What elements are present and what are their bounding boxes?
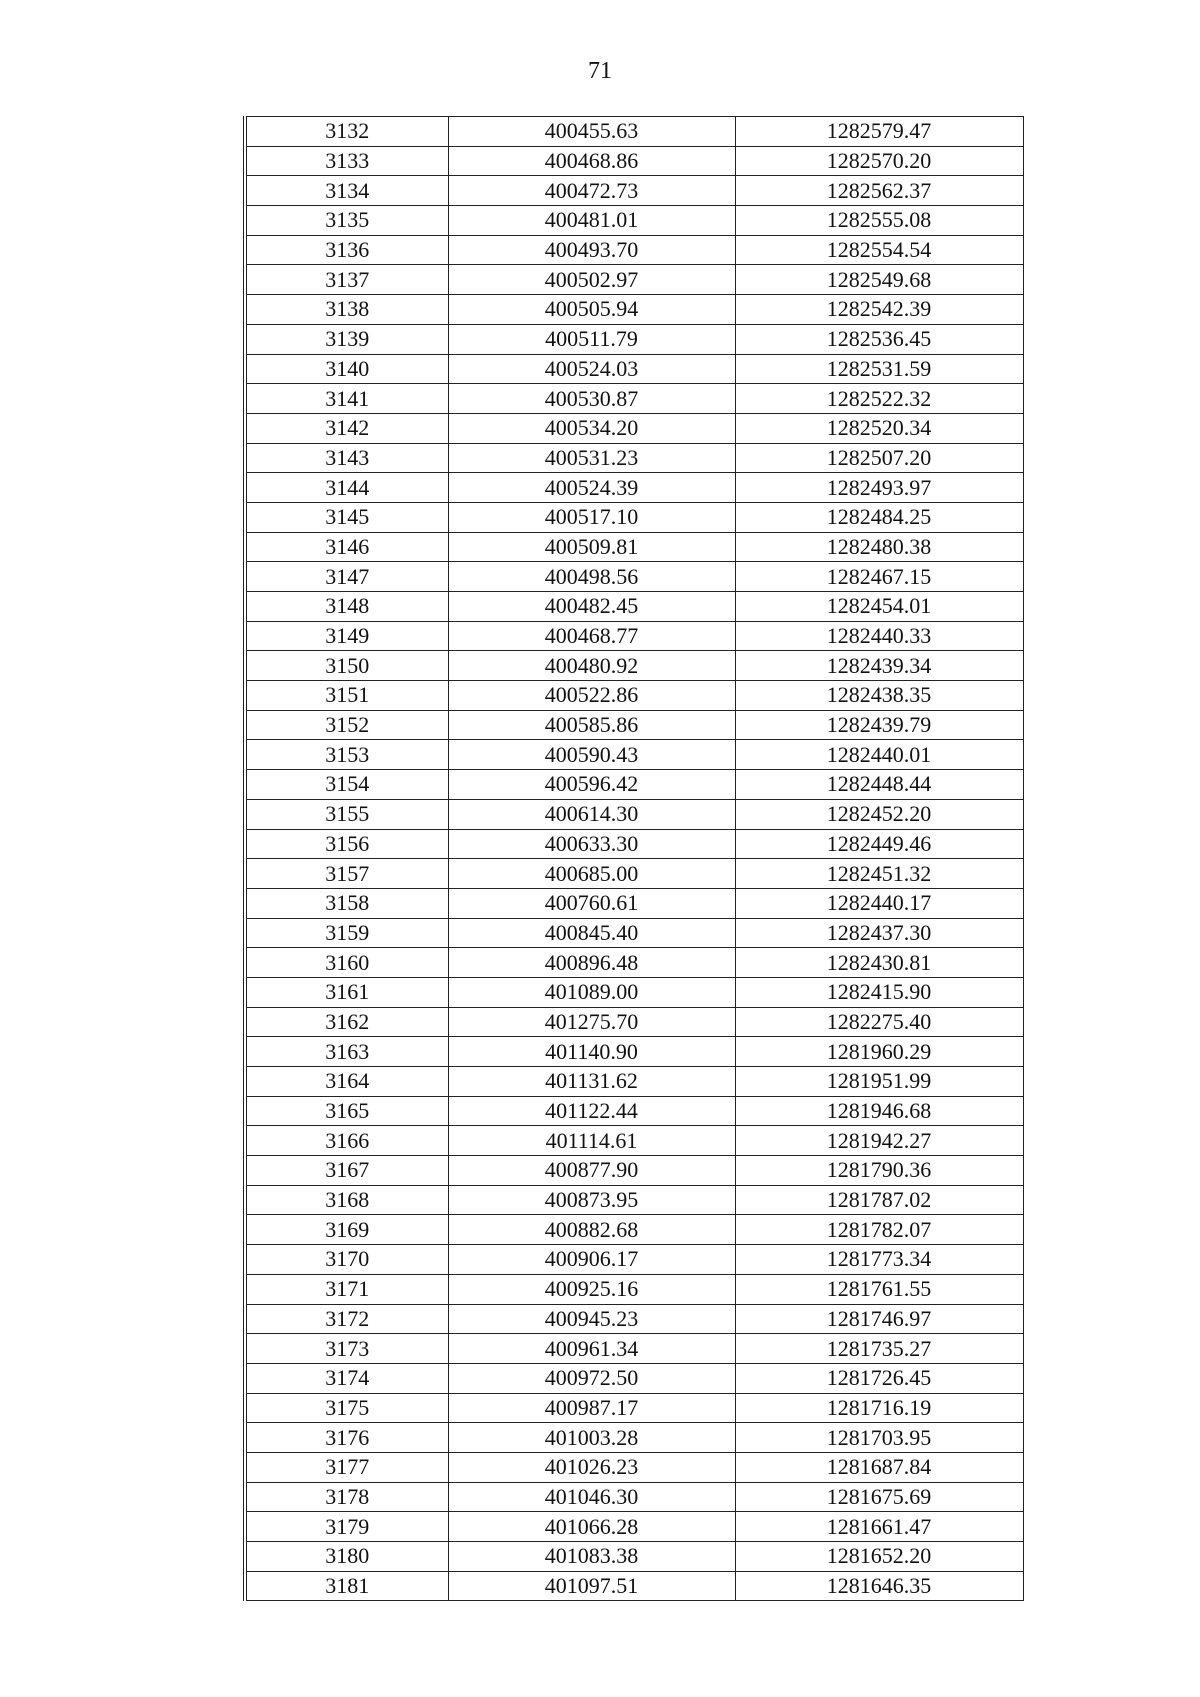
x-coordinate-cell: 400845.40: [448, 918, 735, 948]
point-number-cell: 3138: [247, 295, 448, 325]
y-coordinate-cell: 1282570.20: [735, 146, 1023, 176]
point-number-cell: 3170: [247, 1245, 448, 1275]
y-coordinate-cell: 1281790.36: [735, 1156, 1023, 1186]
y-coordinate-cell: 1282430.81: [735, 948, 1023, 978]
x-coordinate-cell: 400481.01: [448, 206, 735, 236]
x-coordinate-cell: 400882.68: [448, 1215, 735, 1245]
x-coordinate-cell: 400455.63: [448, 117, 735, 147]
table-row: [247, 710, 1023, 740]
x-coordinate-cell: 401140.90: [448, 1037, 735, 1067]
y-coordinate-cell: 1282484.25: [735, 502, 1023, 532]
y-coordinate-cell: 1281675.69: [735, 1482, 1023, 1512]
y-coordinate-cell: 1281761.55: [735, 1274, 1023, 1304]
point-number-cell: 3178: [247, 1482, 448, 1512]
table-row: [247, 384, 1023, 414]
table-row: [247, 592, 1023, 622]
point-number-cell: 3172: [247, 1304, 448, 1334]
table-row: [247, 799, 1023, 829]
point-number-cell: 3139: [247, 324, 448, 354]
y-coordinate-cell: 1282415.90: [735, 977, 1023, 1007]
table-row: [247, 1423, 1023, 1453]
table-row: [247, 770, 1023, 800]
y-coordinate-cell: 1281946.68: [735, 1096, 1023, 1126]
y-coordinate-cell: 1282451.32: [735, 859, 1023, 889]
x-coordinate-cell: 400972.50: [448, 1363, 735, 1393]
x-coordinate-cell: 400961.34: [448, 1334, 735, 1364]
x-coordinate-cell: 400468.77: [448, 621, 735, 651]
x-coordinate-cell: 401066.28: [448, 1512, 735, 1542]
point-number-cell: 3161: [247, 977, 448, 1007]
point-number-cell: 3154: [247, 770, 448, 800]
table-row: [247, 206, 1023, 236]
point-number-cell: 3164: [247, 1067, 448, 1097]
table-row: [247, 859, 1023, 889]
table-row: [247, 324, 1023, 354]
table-row: [247, 1334, 1023, 1364]
y-coordinate-cell: 1282467.15: [735, 562, 1023, 592]
x-coordinate-cell: 400585.86: [448, 710, 735, 740]
y-coordinate-cell: 1282555.08: [735, 206, 1023, 236]
point-number-cell: 3137: [247, 265, 448, 295]
table-row: [247, 1363, 1023, 1393]
x-coordinate-cell: 400987.17: [448, 1393, 735, 1423]
x-coordinate-cell: 401114.61: [448, 1126, 735, 1156]
y-coordinate-cell: 1282493.97: [735, 473, 1023, 503]
y-coordinate-cell: 1282437.30: [735, 918, 1023, 948]
y-coordinate-cell: 1282452.20: [735, 799, 1023, 829]
x-coordinate-cell: 400534.20: [448, 413, 735, 443]
x-coordinate-cell: 400760.61: [448, 888, 735, 918]
point-number-cell: 3163: [247, 1037, 448, 1067]
x-coordinate-cell: 400896.48: [448, 948, 735, 978]
x-coordinate-cell: 401026.23: [448, 1452, 735, 1482]
point-number-cell: 3133: [247, 146, 448, 176]
point-number-cell: 3148: [247, 592, 448, 622]
x-coordinate-cell: 400482.45: [448, 592, 735, 622]
x-coordinate-cell: 400877.90: [448, 1156, 735, 1186]
y-coordinate-cell: 1282440.01: [735, 740, 1023, 770]
point-number-cell: 3144: [247, 473, 448, 503]
point-number-cell: 3147: [247, 562, 448, 592]
point-number-cell: 3166: [247, 1126, 448, 1156]
y-coordinate-cell: 1281782.07: [735, 1215, 1023, 1245]
x-coordinate-cell: 401122.44: [448, 1096, 735, 1126]
point-number-cell: 3140: [247, 354, 448, 384]
table-row: [247, 265, 1023, 295]
y-coordinate-cell: 1281726.45: [735, 1363, 1023, 1393]
x-coordinate-cell: 401089.00: [448, 977, 735, 1007]
table-row: [247, 117, 1023, 147]
x-coordinate-cell: 400468.86: [448, 146, 735, 176]
point-number-cell: 3142: [247, 413, 448, 443]
table-row: [247, 1185, 1023, 1215]
table-row: [247, 1037, 1023, 1067]
table-row: [247, 977, 1023, 1007]
point-number-cell: 3159: [247, 918, 448, 948]
x-coordinate-cell: 400945.23: [448, 1304, 735, 1334]
point-number-cell: 3180: [247, 1542, 448, 1572]
table-row: [247, 1067, 1023, 1097]
x-coordinate-cell: 400517.10: [448, 502, 735, 532]
point-number-cell: 3173: [247, 1334, 448, 1364]
x-coordinate-cell: 401131.62: [448, 1067, 735, 1097]
point-number-cell: 3146: [247, 532, 448, 562]
x-coordinate-cell: 401046.30: [448, 1482, 735, 1512]
x-coordinate-cell: 400509.81: [448, 532, 735, 562]
y-coordinate-cell: 1281687.84: [735, 1452, 1023, 1482]
x-coordinate-cell: 400925.16: [448, 1274, 735, 1304]
y-coordinate-cell: 1281652.20: [735, 1542, 1023, 1572]
point-number-cell: 3151: [247, 681, 448, 711]
table-row: [247, 473, 1023, 503]
y-coordinate-cell: 1282549.68: [735, 265, 1023, 295]
table-row: [247, 948, 1023, 978]
point-number-cell: 3141: [247, 384, 448, 414]
x-coordinate-cell: 400524.03: [448, 354, 735, 384]
point-number-cell: 3171: [247, 1274, 448, 1304]
y-coordinate-cell: 1281787.02: [735, 1185, 1023, 1215]
y-coordinate-cell: 1282507.20: [735, 443, 1023, 473]
x-coordinate-cell: 400596.42: [448, 770, 735, 800]
y-coordinate-cell: 1282536.45: [735, 324, 1023, 354]
point-number-cell: 3155: [247, 799, 448, 829]
point-number-cell: 3175: [247, 1393, 448, 1423]
point-number-cell: 3168: [247, 1185, 448, 1215]
x-coordinate-cell: 401275.70: [448, 1007, 735, 1037]
table-row: [247, 1571, 1023, 1601]
y-coordinate-cell: 1282562.37: [735, 176, 1023, 206]
coordinates-table: [247, 116, 1024, 1601]
point-number-cell: 3176: [247, 1423, 448, 1453]
table-row: [247, 562, 1023, 592]
y-coordinate-cell: 1281661.47: [735, 1512, 1023, 1542]
y-coordinate-cell: 1281960.29: [735, 1037, 1023, 1067]
y-coordinate-cell: 1282454.01: [735, 592, 1023, 622]
table-row: [247, 146, 1023, 176]
y-coordinate-cell: 1282440.17: [735, 888, 1023, 918]
point-number-cell: 3136: [247, 235, 448, 265]
point-number-cell: 3132: [247, 117, 448, 147]
table-row: [247, 651, 1023, 681]
x-coordinate-cell: 400472.73: [448, 176, 735, 206]
x-coordinate-cell: 401083.38: [448, 1542, 735, 1572]
point-number-cell: 3152: [247, 710, 448, 740]
y-coordinate-cell: 1282439.34: [735, 651, 1023, 681]
table-row: [247, 1393, 1023, 1423]
x-coordinate-cell: 400614.30: [448, 799, 735, 829]
table-row: [247, 443, 1023, 473]
table-row: [247, 888, 1023, 918]
table-row: [247, 681, 1023, 711]
y-coordinate-cell: 1282438.35: [735, 681, 1023, 711]
y-coordinate-cell: 1281951.99: [735, 1067, 1023, 1097]
table-row: [247, 829, 1023, 859]
y-coordinate-cell: 1282275.40: [735, 1007, 1023, 1037]
table-row: [247, 1452, 1023, 1482]
point-number-cell: 3158: [247, 888, 448, 918]
table-row: [247, 1274, 1023, 1304]
table-row: [247, 532, 1023, 562]
y-coordinate-cell: 1281942.27: [735, 1126, 1023, 1156]
x-coordinate-cell: 400505.94: [448, 295, 735, 325]
point-number-cell: 3157: [247, 859, 448, 889]
point-number-cell: 3149: [247, 621, 448, 651]
y-coordinate-cell: 1282449.46: [735, 829, 1023, 859]
table-row: [247, 176, 1023, 206]
x-coordinate-cell: 400906.17: [448, 1245, 735, 1275]
table-row: [247, 740, 1023, 770]
point-number-cell: 3150: [247, 651, 448, 681]
x-coordinate-cell: 401003.28: [448, 1423, 735, 1453]
x-coordinate-cell: 400530.87: [448, 384, 735, 414]
y-coordinate-cell: 1282440.33: [735, 621, 1023, 651]
y-coordinate-cell: 1281773.34: [735, 1245, 1023, 1275]
point-number-cell: 3156: [247, 829, 448, 859]
y-coordinate-cell: 1281646.35: [735, 1571, 1023, 1601]
point-number-cell: 3177: [247, 1452, 448, 1482]
y-coordinate-cell: 1281735.27: [735, 1334, 1023, 1364]
table-row: [247, 235, 1023, 265]
table-row: [247, 1156, 1023, 1186]
coordinates-table-container: [243, 116, 1027, 1601]
y-coordinate-cell: 1282439.79: [735, 710, 1023, 740]
y-coordinate-cell: 1281716.19: [735, 1393, 1023, 1423]
x-coordinate-cell: 400522.86: [448, 681, 735, 711]
point-number-cell: 3179: [247, 1512, 448, 1542]
x-coordinate-cell: 400493.70: [448, 235, 735, 265]
table-row: [247, 1304, 1023, 1334]
x-coordinate-cell: 400531.23: [448, 443, 735, 473]
table-row: [247, 1126, 1023, 1156]
point-number-cell: 3181: [247, 1571, 448, 1601]
point-number-cell: 3167: [247, 1156, 448, 1186]
x-coordinate-cell: 400524.39: [448, 473, 735, 503]
x-coordinate-cell: 400502.97: [448, 265, 735, 295]
table-row: [247, 413, 1023, 443]
point-number-cell: 3153: [247, 740, 448, 770]
table-row: [247, 1482, 1023, 1512]
point-number-cell: 3134: [247, 176, 448, 206]
y-coordinate-cell: 1282480.38: [735, 532, 1023, 562]
table-row: [247, 1512, 1023, 1542]
y-coordinate-cell: 1282579.47: [735, 117, 1023, 147]
y-coordinate-cell: 1282522.32: [735, 384, 1023, 414]
table-row: [247, 1007, 1023, 1037]
y-coordinate-cell: 1282554.54: [735, 235, 1023, 265]
x-coordinate-cell: 400480.92: [448, 651, 735, 681]
table-row: [247, 1245, 1023, 1275]
x-coordinate-cell: 400685.00: [448, 859, 735, 889]
point-number-cell: 3169: [247, 1215, 448, 1245]
x-coordinate-cell: 400511.79: [448, 324, 735, 354]
table-row: [247, 1215, 1023, 1245]
page-number: 71: [588, 58, 612, 84]
point-number-cell: 3162: [247, 1007, 448, 1037]
y-coordinate-cell: 1282520.34: [735, 413, 1023, 443]
x-coordinate-cell: 400873.95: [448, 1185, 735, 1215]
y-coordinate-cell: 1281703.95: [735, 1423, 1023, 1453]
point-number-cell: 3143: [247, 443, 448, 473]
table-row: [247, 918, 1023, 948]
point-number-cell: 3160: [247, 948, 448, 978]
point-number-cell: 3145: [247, 502, 448, 532]
y-coordinate-cell: 1282531.59: [735, 354, 1023, 384]
table-row: [247, 621, 1023, 651]
table-row: [247, 1096, 1023, 1126]
y-coordinate-cell: 1282542.39: [735, 295, 1023, 325]
x-coordinate-cell: 400633.30: [448, 829, 735, 859]
coordinates-table-body: [247, 117, 1023, 1601]
x-coordinate-cell: 400590.43: [448, 740, 735, 770]
x-coordinate-cell: 401097.51: [448, 1571, 735, 1601]
table-row: [247, 354, 1023, 384]
point-number-cell: 3174: [247, 1363, 448, 1393]
point-number-cell: 3165: [247, 1096, 448, 1126]
x-coordinate-cell: 400498.56: [448, 562, 735, 592]
table-row: [247, 502, 1023, 532]
y-coordinate-cell: 1281746.97: [735, 1304, 1023, 1334]
point-number-cell: 3135: [247, 206, 448, 236]
table-row: [247, 295, 1023, 325]
y-coordinate-cell: 1282448.44: [735, 770, 1023, 800]
table-row: [247, 1542, 1023, 1572]
